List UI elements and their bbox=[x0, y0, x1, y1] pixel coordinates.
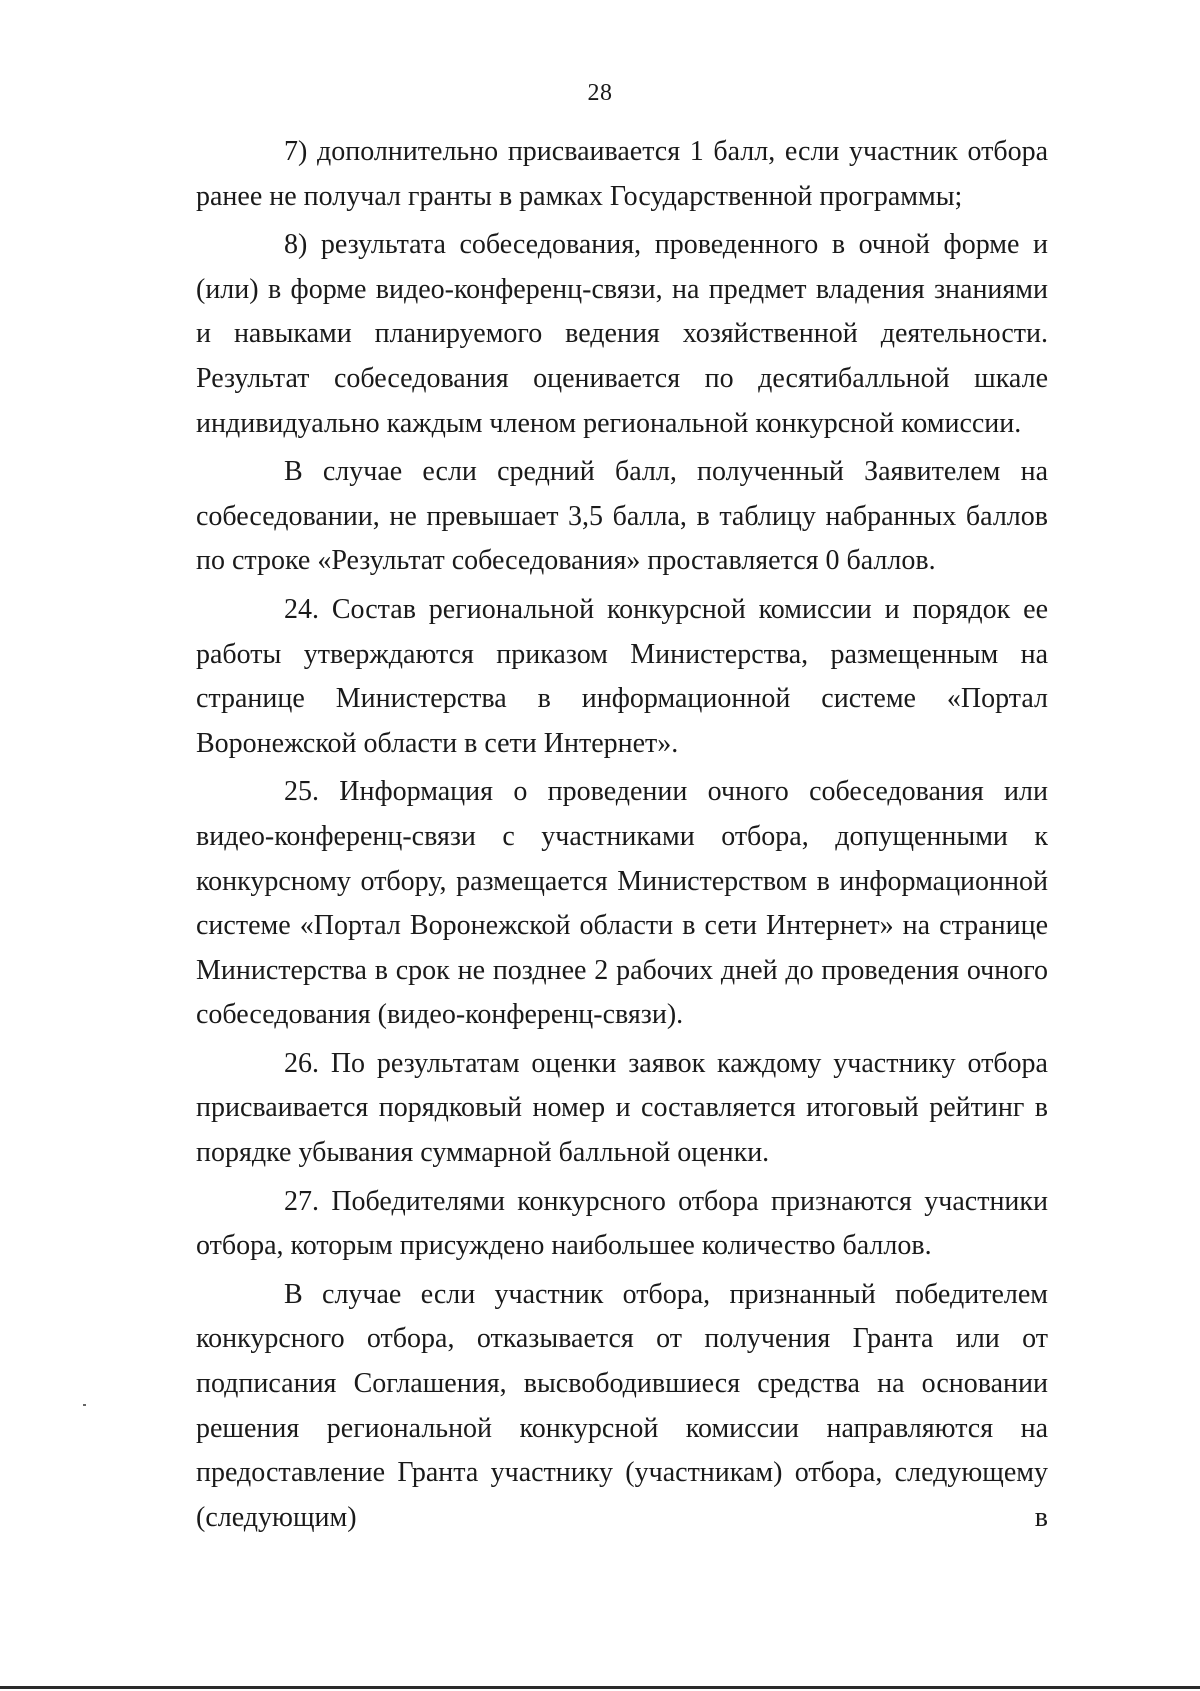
paragraph-26: 26. По результатам оценки заявок каждому участнику отбора присваивается порядковый номер и составляется итоговый рейтинг в порядке убывания суммарной балльной оценки. bbox=[196, 1047, 1048, 1169]
paragraph-low-score-rule: В случае если средний балл, полученный Заявителем на собеседовании, не превышает 3,5 балла, в таблицу набранных баллов по строке «Результат собеседования» проставляется 0 баллов. bbox=[196, 456, 1048, 577]
scan-speck bbox=[83, 1404, 86, 1406]
document-body bbox=[196, 130, 1048, 1540]
paragraph-25: 25. Информация о проведении очного собеседования или видео-конференц-связи с участниками отбора, допущенными к конкурсному отбору, размещается Министерством в информационной системе «Портал Воронежской области в сети Интернет» на странице Министерства в срок не позднее 2 рабочих дней до проведения очного собеседования (видео-конференц-связи). bbox=[196, 776, 1048, 1031]
paragraph-item-7: 7) дополнительно присваивается 1 балл, если участник отбора ранее не получал гранты в рамках Государственной программы; bbox=[196, 136, 1048, 212]
paragraph-item-8: 8) результата собеседования, проведенного в очной форме и (или) в форме видео-конференц-связи, на предмет владения знаниями и навыками планируемого ведения хозяйственной деятельности. Результат собеседования оценивается по десятибалльной шкале индивидуально каждым членом региональной конкурсной комиссии. bbox=[196, 229, 1048, 439]
scan-edge-line bbox=[0, 1686, 1200, 1689]
paragraph-winner-refusal: В случае если участник отбора, признанный победителем конкурсного отбора, отказывается от получения Гранта или от подписания Соглашения, высвободившиеся средства на основании решения региональной конкурсной комиссии направляются на предоставление Гранта участнику (участникам) отбора, следующему (следующим) в bbox=[196, 1278, 1048, 1533]
paragraph-24: 24. Состав региональной конкурсной комиссии и порядок ее работы утверждаются приказом Министерства, размещенным на странице Министерства в информационной системе «Портал Воронежской области в сети Интернет». bbox=[196, 593, 1048, 759]
page-number: 28 bbox=[587, 80, 613, 106]
paragraph-27: 27. Победителями конкурсного отбора признаются участники отбора, которым присуждено наибольшее количество баллов. bbox=[196, 1185, 1048, 1262]
